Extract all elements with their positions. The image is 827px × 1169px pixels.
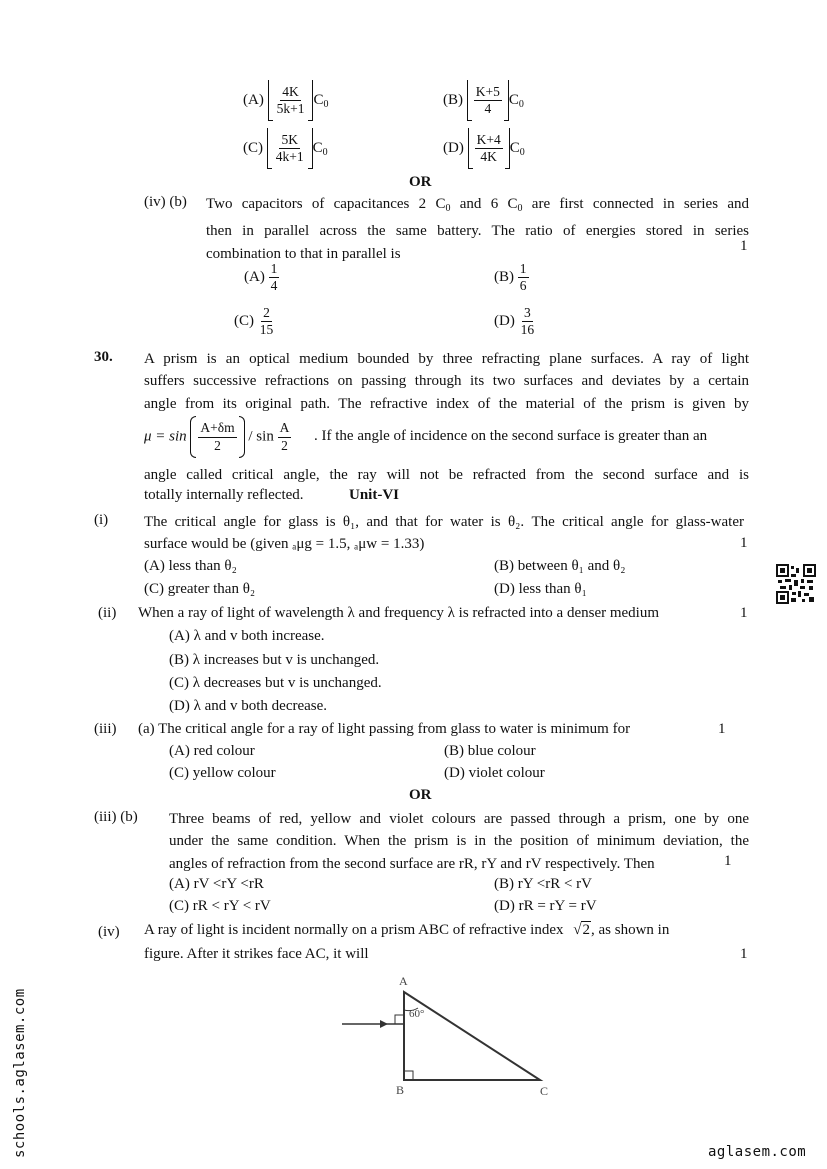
option-a: (A) less than θ₂ [144,558,237,574]
question-label: (iv) [98,924,120,940]
vertex-a-label: A [399,974,408,988]
option-b: (B) blue colour [444,743,536,759]
vertex-c-label: C [540,1084,549,1098]
option-d: (D) $\frac{3}{16}$ [494,305,535,338]
vertex-b-label: B [396,1083,405,1097]
option-b: (B) $\frac{1}{6}$ [494,261,527,294]
option-a: (A) red colour [169,743,255,759]
sqrt-symbol: √2 [573,922,590,938]
marks: 1 [718,721,726,737]
question-label: (ii) [98,605,117,621]
option-d: (D) λ and v both decrease. [169,698,328,714]
option-d-capacitance: (D) $\frac{K+4}{4K}$ $C_0$ [443,128,525,169]
marks: 1 [740,946,748,962]
question-number: 30. [94,349,113,365]
question-text: A prism is an optical medium bounded by three refracting plane surfaces. A ray of light suffers successive refractions on passing through its two surfaces and deviates by a certain angle from its original path. The refractive index of the material of the prism is given by [144,351,749,412]
option-a-capacitance: (A) $\frac{4K}{5k+1}$ $C_0$ [243,80,328,121]
option-c: (C) λ decreases but v is unchanged. [169,675,382,691]
question-label: (i) [94,512,109,528]
option-c-capacitance: (C) $\frac{5K}{4k+1}$ $C_0$ [243,128,328,169]
option-c: (C) greater than θ₂ [144,581,256,597]
angle-label: 60° [409,1008,425,1020]
question-text: totally internally reflected. [144,487,304,503]
option-d: (D) rR = rY = rV [494,898,597,914]
question-label: (iii) [94,721,117,737]
option-d: (D) less than θ₁ [494,581,587,597]
option-c: (C) rR < rY < rV [169,898,271,914]
footer-watermark: aglasem.com [708,1144,807,1160]
question-text: figure. After it strikes face AC, it will [144,946,369,962]
question-text: A ray of light is incident normally on a prism ABC of refractive index √2, as shown in [144,922,670,938]
question-text: The critical angle for glass is θ₁, and that for water is θ₂. The critical angle for glass-water surface would be (given ₐμg = 1.5, ₐμw = 1.33) [144,514,744,553]
option-a: (A) λ and v both increase. [169,628,325,644]
option-a: (A) $\frac{1}{4}$ [244,261,278,294]
bracket-expression: $\frac{4K}{5k+1}$ [268,80,314,121]
option-d: (D) violet colour [444,765,545,781]
option-b: (B) between θ₁ and θ₂ [494,558,626,574]
bracket-expression: $\frac{5K}{4k+1}$ [267,128,313,169]
question-text: Three beams of red, yellow and violet colours are passed through a prism, one by one under the same condition. When the prism is in the position of minimum deviation, the angles of refraction from the second surface are rR, rY and rV respectively. Then [169,811,749,872]
marks: 1 [740,605,748,621]
question-label: (iii) (b) [94,809,138,825]
unit-label: Unit-VI [349,487,400,503]
question-text: When a ray of light of wavelength λ and frequency λ is refracted into a denser medium [138,605,660,621]
question-text: . If the angle of incidence on the second surface is greater than an [314,428,708,444]
bracket-expression: $\frac{K+5}{4}$ [467,80,509,121]
question-label: (iv) (b) [144,194,187,210]
question-text: angle called critical angle, the ray will not be refracted from the second surface and is [144,467,749,483]
option-c: (C) $\frac{2}{15}$ [234,305,274,338]
side-watermark: schools.aglasem.com [12,988,28,1158]
option-b: (B) λ increases but v is unchanged. [169,652,380,668]
option-b-capacitance: (B) $\frac{K+5}{4}$ $C_0$ [443,80,524,121]
prism-figure [340,970,570,1100]
marks: 1 [724,853,732,869]
or-separator: OR [409,174,432,190]
option-a: (A) rV <rY <rR [169,876,264,892]
option-b: (B) rY <rR < rV [494,876,593,892]
or-separator: OR [409,787,432,803]
marks: 1 [740,535,748,551]
refractive-index-formula: μ = sin $\frac{A+\delta m}{2}$ / sin $\frac{A}{2}$ [144,416,291,458]
question-text: (a) The critical angle for a ray of light passing from glass to water is minimum for [138,721,631,737]
bracket-expression: $\frac{K+4}{4K}$ [468,128,510,169]
qr-code-icon [776,564,816,604]
marks: 1 [740,238,748,254]
question-text: Two capacitors of capacitances 2 $C_0$ and 6 $C_0$ are first connected in series and then in parallel across the same battery. The ratio of energies stored in series combination to that in parallel is [206,196,749,262]
option-c: (C) yellow colour [169,765,276,781]
